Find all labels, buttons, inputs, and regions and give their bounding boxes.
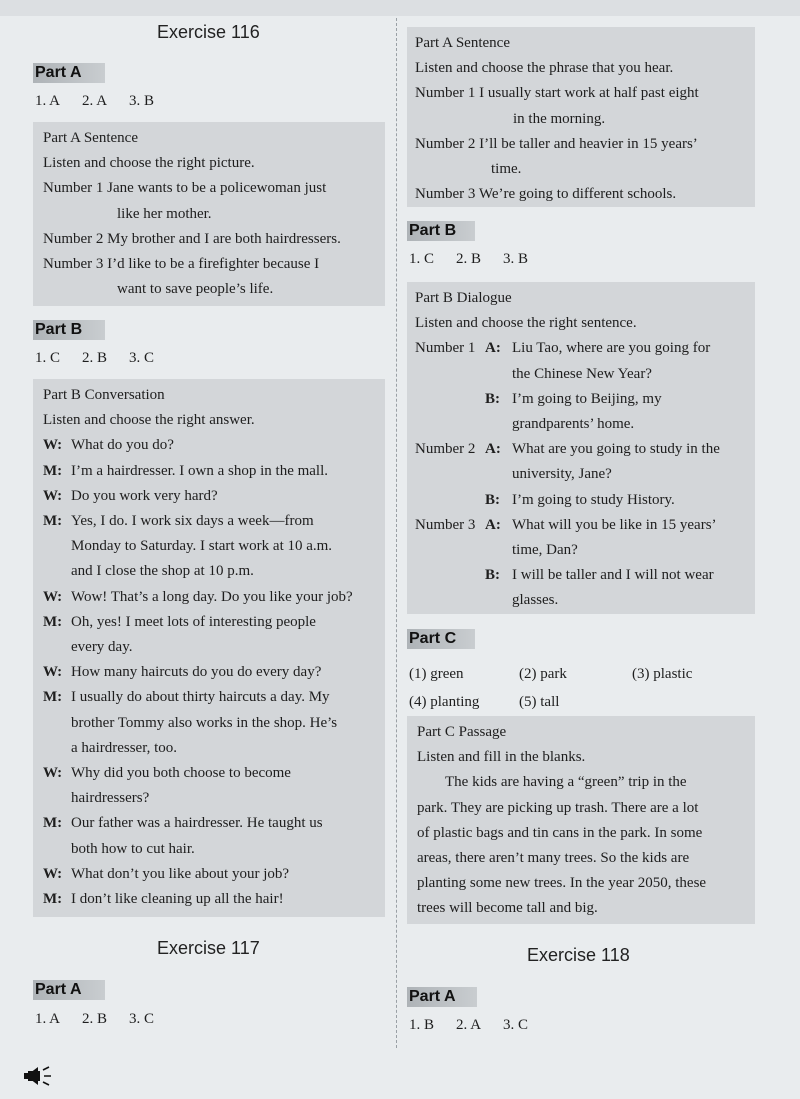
exercise-116-title: Exercise 116 bbox=[157, 22, 260, 42]
speaker-label: M: bbox=[43, 689, 63, 706]
speaker-label: B: bbox=[485, 491, 500, 508]
dialogue-text: Why did you both choose to become bbox=[71, 765, 291, 782]
dialogue-text: both how to cut hair. bbox=[71, 840, 195, 857]
answer: (3) plastic bbox=[632, 666, 693, 682]
dialogue-line bbox=[415, 387, 755, 412]
dialogue-text: every day. bbox=[71, 639, 133, 656]
speaker-label: A: bbox=[485, 516, 501, 533]
speaker-label: B: bbox=[485, 390, 500, 407]
ex116-part-a-sentence-box bbox=[33, 122, 385, 306]
dialogue-line bbox=[43, 887, 385, 912]
dialogue-text: I usually do about thirty haircuts a day. My bbox=[71, 689, 330, 706]
dialogue-line bbox=[415, 437, 755, 462]
dialogue-line bbox=[43, 484, 385, 509]
right-part-b-answers bbox=[409, 251, 550, 268]
dialogue-text: I will be taller and I will not wear bbox=[512, 567, 714, 584]
dialogue-line bbox=[43, 862, 385, 887]
dialogue-line bbox=[415, 588, 755, 613]
box-instruction: Listen and choose the right sentence. bbox=[415, 315, 637, 332]
speaker-label: W: bbox=[43, 487, 63, 504]
dialogue-text: and I close the shop at 10 p.m. bbox=[71, 563, 254, 580]
item-number: Number 1 bbox=[415, 340, 476, 357]
dialogue-line bbox=[415, 336, 755, 361]
answer: 1. C bbox=[409, 251, 435, 267]
answer: 1. B bbox=[409, 1017, 435, 1033]
passage-line: areas, there aren’t many trees. So the kids are bbox=[417, 850, 690, 867]
speaker-page-number-icon bbox=[22, 1066, 58, 1086]
dialogue-text: How many haircuts do you do every day? bbox=[71, 664, 322, 681]
dialogue-text: Yes, I do. I work six days a week—from bbox=[71, 513, 314, 530]
dialogue-text: a hairdresser, too. bbox=[71, 739, 178, 756]
dialogue-line bbox=[415, 563, 755, 588]
box-instruction: Listen and choose the right picture. bbox=[43, 155, 255, 172]
box-instruction: Listen and choose the phrase that you hear. bbox=[415, 60, 674, 77]
dialogue-line bbox=[43, 685, 385, 710]
passage-line: park. They are picking up trash. There are a lot bbox=[417, 799, 699, 816]
right-part-c-passage-box bbox=[407, 716, 755, 924]
speaker-label: A: bbox=[485, 441, 501, 458]
dialogue-text: glasses. bbox=[512, 592, 559, 609]
dialogue-text: Do you work very hard? bbox=[71, 487, 218, 504]
dialogue-line bbox=[43, 585, 385, 610]
dialogue-text: I’m going to study History. bbox=[512, 491, 675, 508]
right-part-b-dialogue-box bbox=[407, 282, 755, 614]
item-number: Number 2 bbox=[415, 441, 476, 458]
dialogue-line bbox=[43, 509, 385, 534]
item-line: want to save people’s life. bbox=[117, 281, 274, 298]
ex116-part-a-heading: Part A bbox=[33, 63, 105, 83]
speaker-label: W: bbox=[43, 664, 63, 681]
item-line: time. bbox=[491, 161, 522, 178]
ex117-part-a-heading: Part A bbox=[33, 980, 105, 1000]
answer: 1. A bbox=[35, 1011, 61, 1027]
right-part-b-heading: Part B bbox=[407, 221, 475, 241]
dialogue-text: Wow! That’s a long day. Do you like your job? bbox=[71, 588, 353, 605]
dialogue-line bbox=[43, 711, 385, 736]
dialogue-line bbox=[43, 761, 385, 786]
answer: (2) park bbox=[519, 666, 567, 682]
answer: 3. B bbox=[503, 251, 529, 267]
box-heading: Part A Sentence bbox=[43, 130, 138, 146]
answer: (1) green bbox=[409, 666, 464, 682]
speaker-label: W: bbox=[43, 865, 63, 882]
answer: 2. A bbox=[456, 1017, 482, 1033]
column-divider bbox=[396, 18, 397, 1048]
item-line: Number 2 My brother and I are both hairdressers. bbox=[43, 230, 341, 247]
speaker-label: M: bbox=[43, 513, 63, 530]
ex116-part-a-answers bbox=[35, 93, 176, 110]
speaker-label: A: bbox=[485, 340, 501, 357]
answer: 3. C bbox=[129, 350, 155, 366]
dialogue-text: hairdressers? bbox=[71, 790, 150, 807]
dialogue-line bbox=[415, 538, 755, 563]
exercise-117-title: Exercise 117 bbox=[157, 938, 260, 958]
dialogue-line bbox=[43, 837, 385, 862]
dialogue-text: What will you be like in 15 years’ bbox=[512, 516, 717, 533]
ex118-part-a-answers bbox=[409, 1017, 550, 1034]
dialogue-text: I’m going to Beijing, my bbox=[512, 390, 662, 407]
box-heading: Part B Conversation bbox=[43, 387, 165, 403]
dialogue-line bbox=[43, 786, 385, 811]
speaker-label: W: bbox=[43, 588, 63, 605]
dialogue-line bbox=[415, 362, 755, 387]
passage-line: trees will become tall and big. bbox=[417, 900, 598, 917]
answer: 3. B bbox=[129, 93, 155, 109]
item-line: in the morning. bbox=[513, 110, 606, 127]
speaker-label: M: bbox=[43, 815, 63, 832]
answer: (4) planting bbox=[409, 694, 480, 710]
speaker-label: W: bbox=[43, 765, 63, 782]
dialogue-line bbox=[43, 811, 385, 836]
dialogue-text: university, Jane? bbox=[512, 466, 612, 483]
speaker-label: M: bbox=[43, 613, 63, 630]
dialogue-text: brother Tommy also works in the shop. He’s bbox=[71, 714, 338, 731]
dialogue-text: Oh, yes! I meet lots of interesting people bbox=[71, 613, 316, 630]
box-heading: Part B Dialogue bbox=[415, 290, 512, 306]
dialogue-text: time, Dan? bbox=[512, 542, 578, 559]
item-number: Number 3 bbox=[415, 516, 476, 533]
answer: 2. B bbox=[82, 350, 108, 366]
dialogue-line bbox=[43, 610, 385, 635]
dialogue-line bbox=[43, 433, 385, 458]
dialogue-text: What are you going to study in the bbox=[512, 441, 720, 458]
dialogue-line bbox=[43, 459, 385, 484]
box-instruction: Listen and fill in the blanks. bbox=[417, 749, 586, 766]
answer: 1. C bbox=[35, 350, 61, 366]
speaker-label: M: bbox=[43, 891, 63, 908]
passage-line: The kids are having a “green” trip in the bbox=[445, 774, 687, 791]
speaker-label: W: bbox=[43, 437, 63, 454]
item-line: Number 1 I usually start work at half past eight bbox=[415, 85, 699, 102]
ex118-part-a-heading: Part A bbox=[407, 987, 477, 1007]
box-heading: Part C Passage bbox=[417, 724, 507, 740]
ex116-part-b-answers bbox=[35, 350, 176, 367]
dialogue-line bbox=[415, 513, 755, 538]
dialogue-line bbox=[43, 660, 385, 685]
answer: 2. B bbox=[456, 251, 482, 267]
ex116-part-b-conversation-box bbox=[33, 379, 385, 917]
right-part-c-answers bbox=[409, 660, 754, 716]
dialogue-text: grandparents’ home. bbox=[512, 416, 635, 433]
dialogue-line bbox=[415, 462, 755, 487]
dialogue-text: Our father was a hairdresser. He taught us bbox=[71, 815, 323, 832]
item-line: Number 2 I’ll be taller and heavier in 15 years’ bbox=[415, 135, 698, 152]
dialogue-text: I’m a hairdresser. I own a shop in the mall. bbox=[71, 462, 329, 479]
item-line: Number 3 I’d like to be a firefighter because I bbox=[43, 256, 320, 273]
ex116-right-part-a-sentence-box bbox=[407, 27, 755, 207]
speaker-label: M: bbox=[43, 462, 63, 479]
speaker-label: B: bbox=[485, 567, 500, 584]
item-line: Number 1 Jane wants to be a policewoman just bbox=[43, 180, 327, 197]
answer: 2. A bbox=[82, 93, 108, 109]
ex117-part-a-answers bbox=[35, 1011, 176, 1028]
exercise-118-title: Exercise 118 bbox=[527, 945, 630, 965]
right-part-c-heading: Part C bbox=[407, 629, 475, 649]
dialogue-text: Monday to Saturday. I start work at 10 a.m. bbox=[71, 538, 333, 555]
ex116-part-b-heading: Part B bbox=[33, 320, 105, 340]
dialogue-line bbox=[43, 736, 385, 761]
page-top-edge bbox=[0, 0, 800, 16]
item-line: like her mother. bbox=[117, 205, 212, 222]
answer: 1. A bbox=[35, 93, 61, 109]
dialogue-text: What don’t you like about your job? bbox=[71, 865, 290, 882]
dialogue-text: What do you do? bbox=[71, 437, 174, 454]
dialogue-text: I don’t like cleaning up all the hair! bbox=[71, 891, 284, 908]
box-instruction: Listen and choose the right answer. bbox=[43, 412, 255, 429]
dialogue-line bbox=[43, 635, 385, 660]
dialogue-text: Liu Tao, where are you going for bbox=[512, 340, 711, 357]
dialogue-line bbox=[43, 559, 385, 584]
item-line: Number 3 We’re going to different schools. bbox=[415, 186, 677, 203]
answer: (5) tall bbox=[519, 694, 560, 710]
answer: 3. C bbox=[503, 1017, 529, 1033]
dialogue-line bbox=[415, 412, 755, 437]
answer: 2. B bbox=[82, 1011, 108, 1027]
dialogue-line bbox=[415, 488, 755, 513]
dialogue-text: the Chinese New Year? bbox=[512, 365, 652, 382]
dialogue-line bbox=[43, 534, 385, 559]
answer: 3. C bbox=[129, 1011, 155, 1027]
passage-line: planting some new trees. In the year 2050, these bbox=[417, 875, 707, 892]
passage-line: of plastic bags and tin cans in the park. In some bbox=[417, 824, 703, 841]
box-heading: Part A Sentence bbox=[415, 35, 510, 51]
